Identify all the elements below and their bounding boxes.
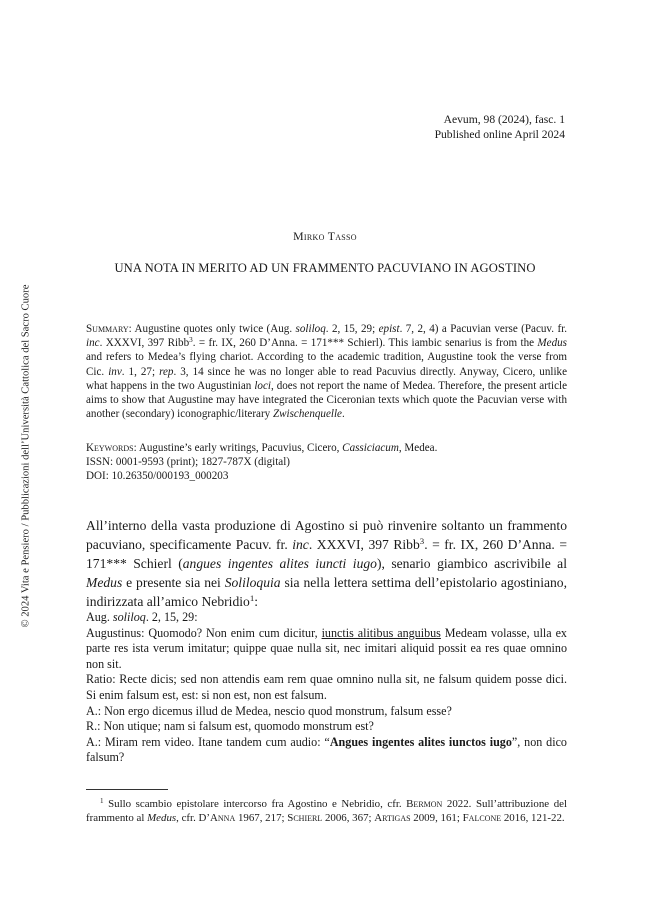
body-span: . = fr. IX, 260 D’Anna. = 171*** Schierl ( bbox=[86, 537, 567, 571]
keywords-italic: Cassiciacum bbox=[342, 442, 399, 454]
body-span: . XXXVI, 397 Ribb bbox=[308, 537, 420, 552]
abstract-text: . XXXVI, 397 Ribb bbox=[99, 337, 190, 350]
footnote-number: 1 bbox=[100, 797, 104, 806]
footnote-span: 2022. Sull’attribuzione del frammento al bbox=[86, 798, 567, 824]
footnote-span: 2009, 161; bbox=[410, 812, 463, 824]
quote-line: R.: Non utique; nam si falsum est, quomodo monstrum est? bbox=[86, 719, 374, 734]
abstract-italic: rep bbox=[159, 365, 174, 378]
quote-reference bbox=[86, 610, 567, 626]
abstract-italic: Zwischenquelle bbox=[272, 408, 342, 421]
footnote-italic: Medus bbox=[147, 812, 177, 824]
abstract-italic: Medus bbox=[537, 337, 567, 350]
citation-author: D’Anna bbox=[198, 812, 236, 824]
abstract bbox=[86, 322, 567, 421]
journal-issue: Aevum, 98 (2024), fasc. 1 bbox=[443, 113, 565, 126]
quote-span: . 2, 15, 29: bbox=[145, 610, 198, 624]
citation-author: Falcone bbox=[462, 812, 502, 824]
quote-span: A.: Miram rem video. Itane tandem cum audio: “ bbox=[86, 734, 330, 749]
quote-line: Ratio: Recte dicis; sed non attendis eam rem quae omnino nulla sit, ne falsum quidem posse dici. Si enim falsum est, est: si non est, non est falsum. bbox=[86, 672, 567, 702]
author-name: Mirko Tasso bbox=[293, 229, 357, 243]
body-span: : bbox=[254, 594, 259, 609]
abstract-italic: loci bbox=[254, 379, 271, 392]
footnote-span: , cfr. bbox=[176, 812, 199, 824]
abstract-text: and refers to Medea’s flying chariot. According to the academic tradition, Augustine took the verse from Cic. bbox=[86, 351, 567, 378]
abstract-italic: soliloq bbox=[295, 323, 326, 335]
bold-phrase: Angues ingentes alites iunctos iugo bbox=[329, 734, 512, 749]
publication-date: Published online April 2024 bbox=[434, 128, 565, 141]
abstract-text: Augustine quotes only twice (Aug. bbox=[131, 323, 296, 335]
abstract-text: . 1, 27; bbox=[121, 365, 160, 378]
superscript: 3 bbox=[419, 536, 425, 547]
abstract-text: . 3, 14 since he was no longer able to read Pacuvius directly. Anyway, Cicero, unlike what happens in the two Augustinian bbox=[86, 365, 568, 392]
abstract-italic: inc bbox=[86, 337, 100, 350]
body-paragraph bbox=[86, 516, 567, 611]
footnote-paragraph bbox=[86, 797, 567, 825]
abstract-text: . 2, 15, 29; bbox=[325, 323, 379, 335]
footnote-span: 2016, 121-22. bbox=[501, 812, 565, 824]
quote-span: Augustinus: Quomodo? Non enim cum dicitur, bbox=[86, 625, 322, 640]
abstract-paragraph bbox=[86, 322, 567, 421]
body-span: sia nella lettera settima dell’epistolario agostiniano, indirizzata all’amico Nebridio bbox=[86, 575, 567, 609]
body-span: ), senario giambico ascrivibile al bbox=[376, 556, 567, 571]
body-italic: Medus bbox=[86, 575, 123, 590]
citation-author: Schierl bbox=[287, 812, 323, 824]
footnote-span: 1967, 217; bbox=[235, 812, 288, 824]
abstract-label: Summary: bbox=[86, 323, 132, 335]
citation-author: Bermon bbox=[406, 798, 443, 810]
body-span: e presente sia nei bbox=[122, 575, 225, 590]
abstract-text: . = fr. IX, 260 D’Anna. = 171*** Schierl). This iambic senarius is from the bbox=[192, 337, 538, 350]
quote-line: A.: Non ergo dicemus illud de Medea, nescio quod monstrum, falsum esse? bbox=[86, 703, 452, 718]
quote-span: Medeam volasse, ulla ex parte res ista verum imitatur; quippe quae nulla sit, nec imitari aliquid possit ea res quae omnino non sit. bbox=[86, 625, 567, 671]
footnote-ref[interactable]: 1 bbox=[249, 593, 255, 604]
latin-quote bbox=[86, 610, 567, 766]
keywords-text: Augustine’s early writings, Pacuvius, Cicero, bbox=[136, 442, 343, 454]
keywords-text: , Medea. bbox=[398, 442, 438, 454]
quote-line bbox=[86, 735, 567, 766]
abstract-text: , does not report the name of Medea. Therefore, the present article aims to show that Augustine may have integrated the Ciceronian texts which quote the Pacuvian verse with another (secondary) iconographic/literary bbox=[86, 379, 567, 421]
footnote-divider bbox=[86, 789, 168, 790]
quote-span: ”, non dico falsum? bbox=[86, 734, 567, 765]
quote-italic: soliloq bbox=[112, 610, 146, 624]
body-italic: Soliloquia bbox=[224, 575, 281, 590]
abstract-italic: epist bbox=[378, 323, 400, 335]
body-italic: inc bbox=[292, 537, 309, 552]
body-italic: angues ingentes alites iuncti iugo bbox=[182, 556, 377, 571]
body-text bbox=[86, 516, 567, 611]
journal-meta bbox=[435, 112, 565, 142]
footnote-span: Sullo scambio epistolare intercorso fra Agostino e Nebridio, cfr. bbox=[103, 798, 407, 810]
quote-span: Aug. bbox=[86, 610, 113, 624]
copyright-side-text: © 2024 Vita e Pensiero / Pubblicazioni dell’Università Cattolica del Sacro Cuore bbox=[20, 284, 32, 628]
citation-author: Artigas bbox=[374, 812, 411, 824]
keywords-label: Keywords: bbox=[86, 442, 137, 454]
body-span: All’interno della vasta produzione di Agostino si può rinvenire soltanto un frammento pacuviano, specificamente Pacuv. fr. bbox=[86, 518, 567, 552]
footnote bbox=[86, 797, 567, 825]
superscript: 3 bbox=[189, 336, 193, 345]
issn-line: ISSN: 0001-9593 (print); 1827-787X (digital) bbox=[86, 456, 290, 469]
doi-line: DOI: 10.26350/000193_000203 bbox=[86, 470, 229, 483]
article-title: UNA NOTA IN MERITO AD UN FRAMMENTO PACUVIANO IN AGOSTINO bbox=[114, 261, 536, 275]
abstract-italic: inv bbox=[108, 365, 122, 378]
keywords-block bbox=[86, 441, 567, 484]
abstract-text: . bbox=[342, 408, 345, 421]
underlined-phrase: iunctis alitibus anguibus bbox=[321, 625, 441, 640]
footnote-span: 2006, 367; bbox=[322, 812, 375, 824]
abstract-text: . 7, 2, 4) a Pacuvian verse (Pacuv. fr. bbox=[399, 323, 568, 335]
keywords-line bbox=[86, 441, 567, 455]
quote-line bbox=[86, 626, 567, 673]
